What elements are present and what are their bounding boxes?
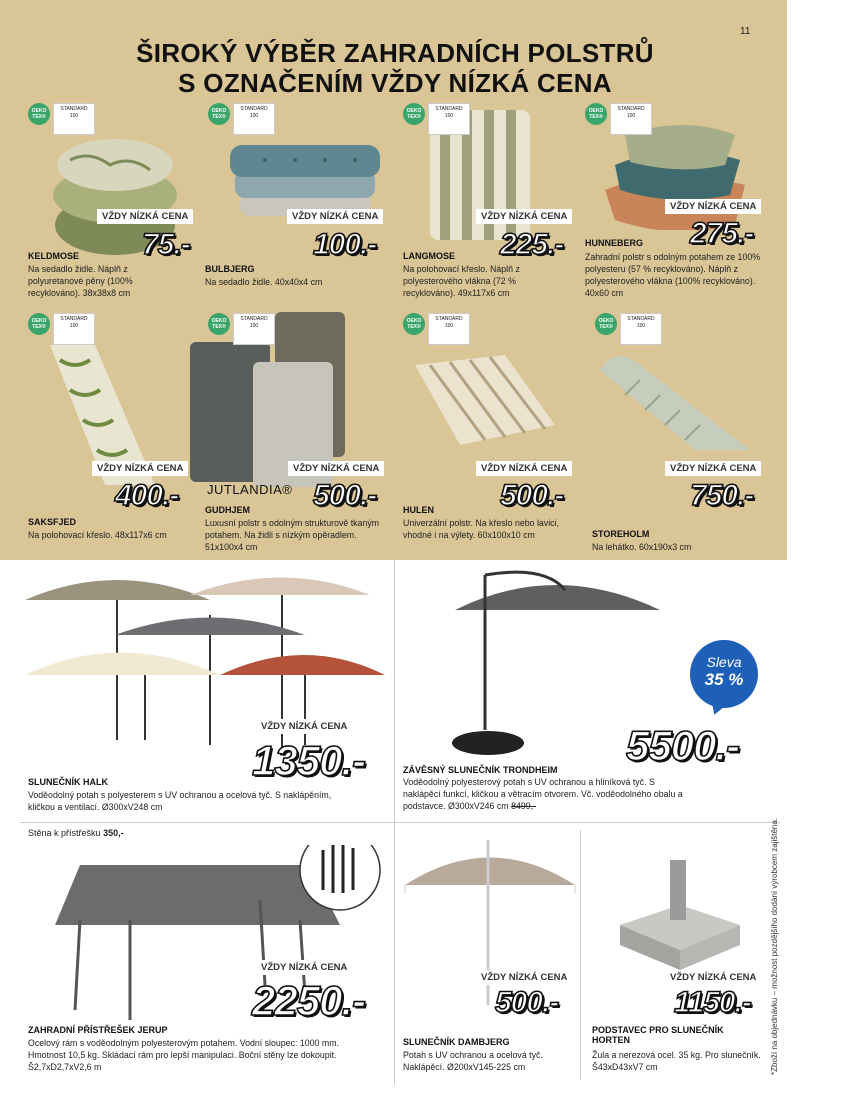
always-low-price-label: VŽDY NÍZKÁ CENA	[665, 461, 761, 476]
desc-halk: Voděodolný potah s polyesterem s UV ochranou a ocelová tyč. S naklápěním, kličkou a ventilací. Ø300xV248 cm	[28, 790, 332, 812]
oeko-tex-badge	[28, 313, 95, 345]
desc-hulen: Univerzální polstr. Na křeslo nebo lavici, vhodné i na výlety. 60x100x10 cm	[403, 518, 559, 540]
price-jerup: 2250.-	[252, 977, 366, 1024]
side-note: *Zboží na objednávku – možnost pozdějšího dodání výrobcem zajištěna.	[770, 817, 779, 1075]
price-keldmose: 75.-	[142, 228, 190, 261]
desc-dambjerg: Potah s UV ochranou a ocelová tyč. Naklápěcí. Ø200xV145-225 cm	[403, 1050, 543, 1072]
desc-saksfjed: Na polohovací křeslo. 48x117x6 cm	[28, 530, 167, 540]
headline-line2: S OZNAČENÍM VŽDY NÍZKÁ CENA	[178, 68, 612, 98]
oeko-circle: OEKO TEX®	[208, 103, 230, 125]
always-low-price-label: VŽDY NÍZKÁ CENA	[287, 209, 383, 224]
standard-box	[53, 103, 95, 135]
always-low-price-label: VŽDY NÍZKÁ CENA	[288, 461, 384, 476]
price-dambjerg: 500.-	[495, 986, 559, 1019]
price-langmose: 225.-	[500, 228, 564, 261]
name-hunneberg: HUNNEBERG	[585, 238, 644, 248]
name-bulbjerg: BULBJERG	[205, 264, 255, 274]
price-halk: 1350.-	[252, 737, 366, 784]
standard-label: STANDARD	[435, 106, 463, 112]
always-low-price-label: VŽDY NÍZKÁ CENA	[476, 461, 572, 476]
oeko-tex-badge	[595, 313, 662, 345]
storeholm-image	[590, 340, 760, 460]
price-bulbjerg: 100.-	[313, 228, 377, 261]
price-storeholm: 750.-	[690, 479, 754, 512]
name-horten: PODSTAVEC PRO SLUNEČNÍK HORTEN	[592, 1025, 724, 1045]
divider	[20, 822, 780, 823]
always-low-price-label: VŽDY NÍZKÁ CENA	[97, 209, 193, 224]
divider	[394, 560, 395, 822]
divider	[394, 823, 395, 1085]
standard-box	[233, 103, 275, 135]
oeko-circle: OEKO TEX®	[208, 313, 230, 335]
hulen-image	[405, 345, 565, 455]
name-jerup: ZAHRADNÍ PŘÍSTŘEŠEK JERUP	[28, 1025, 168, 1035]
desc-langmose: Na polohovací křeslo. Náplň z polyesterového vlákna (72 % recyklováno). 49x117x6 cm	[403, 264, 520, 298]
name-langmose: LANGMOSE	[403, 251, 456, 261]
standard-number: 100	[249, 323, 259, 329]
standard-number: 100	[69, 323, 79, 329]
page-number: 11	[740, 26, 751, 37]
standard-number: 100	[69, 113, 79, 119]
desc-trondheim-text: Voděodolný polyesterový potah s UV ochranou a hliníková tyč. S naklápěcí funkcí, kličkou a větracím otvorem. Vč. voděodolného obalu a podstavce. Ø300xV246 cm	[403, 777, 683, 811]
brand-jutlandia: JUTLANDIA®	[207, 482, 293, 497]
oeko-tex-badge	[208, 103, 275, 135]
name-saksfjed: SAKSFJED	[28, 517, 77, 527]
desc-trondheim	[403, 776, 693, 812]
price-horten: 1150.-	[674, 986, 751, 1019]
name-storeholm: STOREHOLM	[592, 529, 650, 539]
always-low-price-label: VŽDY NÍZKÁ CENA	[92, 461, 188, 476]
standard-number: 100	[444, 323, 454, 329]
oeko-circle: OEKO TEX®	[28, 103, 50, 125]
old-price-trondheim: 8499,-	[511, 801, 537, 811]
standard-label: STANDARD	[627, 316, 655, 322]
oeko-tex-badge	[208, 313, 275, 345]
standard-label: STANDARD	[240, 316, 268, 322]
horten-base-image	[615, 855, 745, 970]
standard-number: 100	[249, 113, 259, 119]
standard-number: 100	[626, 113, 636, 119]
always-low-price-label: VŽDY NÍZKÁ CENA	[256, 960, 352, 975]
standard-label: STANDARD	[617, 106, 645, 112]
name-keldmose: KELDMOSE	[28, 251, 80, 261]
sale-badge	[690, 640, 758, 708]
standard-box	[428, 313, 470, 345]
standard-box	[620, 313, 662, 345]
standard-box	[233, 313, 275, 345]
standard-number: 100	[444, 113, 454, 119]
standard-label: STANDARD	[60, 106, 88, 112]
halk-umbrellas-image	[20, 565, 390, 765]
price-trondheim: 5500.-	[626, 722, 740, 769]
price-hulen: 500.-	[500, 479, 564, 512]
desc-keldmose: Na sedadlo židle. Náplň z polyuretanové pěny (100% recyklováno). 38x38x8 cm	[28, 264, 133, 298]
standard-box	[428, 103, 470, 135]
desc-gudhjem: Luxusní polstr s odolným strukturově tkaným potahem. Na židli s nízkým opěradlem. 51x100x4 cm	[205, 518, 380, 552]
oeko-circle: OEKO TEX®	[403, 103, 425, 125]
wall-label: Stěna k přístřešku	[28, 828, 101, 838]
desc-storeholm: Na lehátko. 60x190x3 cm	[592, 542, 692, 552]
headline-line1: ŠIROKÝ VÝBĚR ZAHRADNÍCH POLSTRŮ	[136, 38, 654, 68]
oeko-circle: OEKO TEX®	[403, 313, 425, 335]
always-low-price-label: VŽDY NÍZKÁ CENA	[665, 970, 761, 985]
desc-hunneberg: Zahradní polstr s odolným potahem ze 100% polyesteru (57 % recyklováno). Náplň z polyesterového vlákna (100% recyklováno). 40x60 cm	[585, 252, 761, 298]
always-low-price-label: VŽDY NÍZKÁ CENA	[256, 719, 352, 734]
always-low-price-label: VŽDY NÍZKÁ CENA	[476, 209, 572, 224]
wall-addon	[28, 828, 124, 838]
standard-label: STANDARD	[240, 106, 268, 112]
desc-jerup: Ocelový rám s voděodolným polyesterovým potahem. Vodní sloupec: 1000 mm. Hmotnost 10,5 kg. Skládací rám pro lepší manipulaci. Boční stěny lze dokoupit. Š2,7xD2,7xV2,6 m	[28, 1038, 339, 1072]
standard-box	[610, 103, 652, 135]
wall-price: 350,-	[103, 828, 124, 838]
price-hunneberg: 275.-	[690, 217, 754, 250]
oeko-tex-badge	[403, 313, 470, 345]
oeko-circle: OEKO TEX®	[28, 313, 50, 335]
oeko-tex-badge	[28, 103, 95, 135]
oeko-circle: OEKO TEX®	[595, 313, 617, 335]
name-gudhjem: GUDHJEM	[205, 505, 251, 515]
name-hulen: HULEN	[403, 505, 434, 515]
standard-box	[53, 313, 95, 345]
always-low-price-label: VŽDY NÍZKÁ CENA	[665, 199, 761, 214]
name-trondheim: ZÁVĚSNÝ SLUNEČNÍK TRONDHEIM	[403, 765, 558, 775]
name-halk: SLUNEČNÍK HALK	[28, 777, 108, 787]
oeko-circle: OEKO TEX®	[585, 103, 607, 125]
price-gudhjem: 500.-	[313, 479, 377, 512]
name-dambjerg: SLUNEČNÍK DAMBJERG	[403, 1037, 510, 1047]
sale-percent: 35 %	[704, 670, 744, 689]
standard-label: STANDARD	[60, 316, 88, 322]
headline	[100, 38, 690, 98]
standard-number: 100	[636, 323, 646, 329]
oeko-tex-badge	[585, 103, 652, 135]
standard-label: STANDARD	[435, 316, 463, 322]
sale-label: Sleva	[706, 654, 742, 670]
price-saksfjed: 400.-	[115, 479, 179, 512]
oeko-tex-badge	[403, 103, 470, 135]
desc-bulbjerg: Na sedadlo židle. 40x40x4 cm	[205, 277, 323, 287]
desc-horten: Žula a nerezová ocel. 35 kg. Pro slunečník. Š43xD43xV7 cm	[592, 1050, 761, 1072]
divider	[580, 830, 581, 1080]
always-low-price-label: VŽDY NÍZKÁ CENA	[476, 970, 572, 985]
